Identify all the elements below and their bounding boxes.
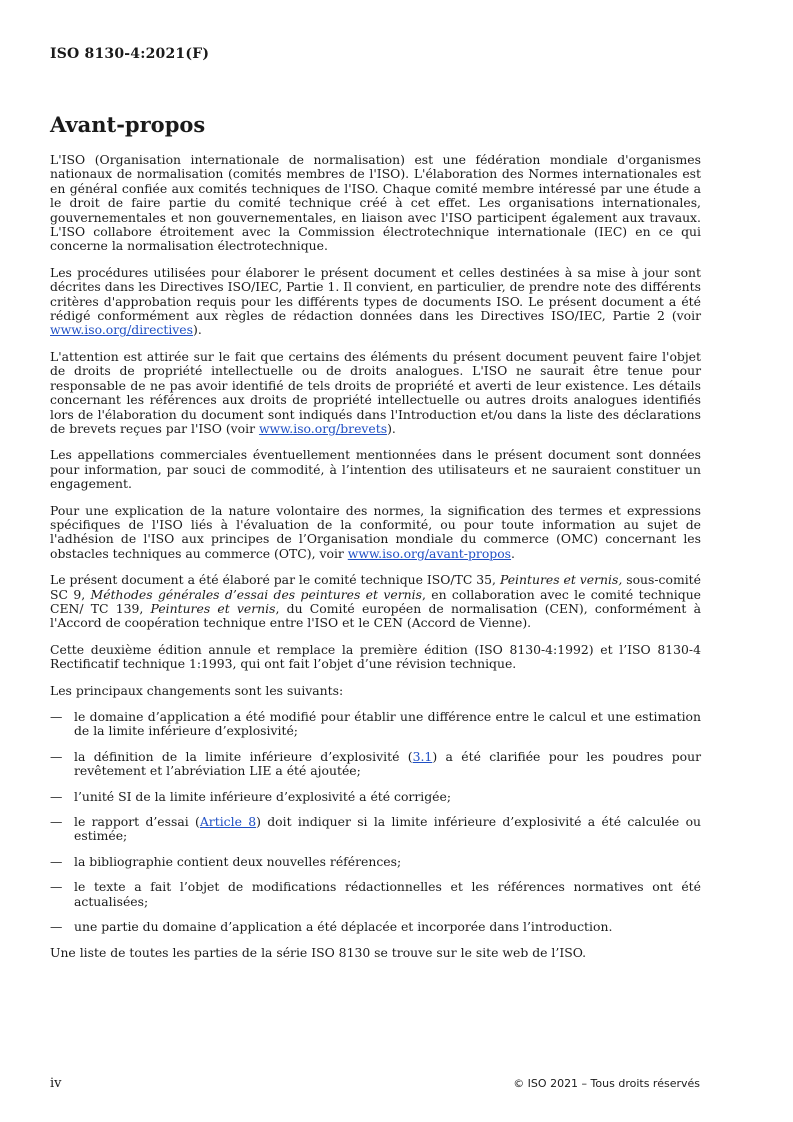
paragraph-text: L'attention est attirée sur le fait que certains des éléments du présent document peuvent faire l'objet de droits de propriété intellectuelle ou de droits analogues. L'ISO ne saurait être tenue pour responsable de ne pas avoir identifié de tels droits de propriété et averti de leur existence. Les détails concernant les références aux droits de propriété intellectuelle ou autres droits analogues identifiés lors de l'élaboration du document sont indiqués dans l'Introduction et/ou dans la liste des déclarations de brevets reçues par l'ISO (voir <box>50 348 701 436</box>
paragraph-iso-organisation: L'ISO (Organisation internationale de normalisation) est une fédération mondiale d'organismes nationaux de normalisation (comités membres de l'ISO). L'élaboration des Normes internationales est en général confiée aux comités techniques de l'ISO. Chaque comité membre intéressé par une étude a le droit de faire partie du comité technique créé à cet effet. Les organisations internationales, gouvernementales et non gouvernementales, en liaison avec l'ISO participent également aux travaux. L'ISO collabore étroitement avec la Commission électrotechnique internationale (IEC) en ce qui concerne la normalisation électrotechnique. <box>50 152 701 254</box>
paragraph-series-list: Une liste de toutes les parties de la série ISO 8130 se trouve sur le site web de l’ISO. <box>50 945 587 961</box>
paragraph-text: , du Comité européen de normalisation (CEN), conformément à l'Accord de coopération technique entre l'ISO et le CEN (Accord de Vienne). <box>50 600 701 631</box>
paragraph-changes-intro: Les principaux changements sont les suivants: <box>50 682 344 698</box>
italic-title: Peintures et vernis, <box>499 572 623 588</box>
paragraph-text: , en collaboration avec le comité technique CEN/ TC 139, <box>50 586 702 616</box>
avant-propos-link[interactable]: www.iso.org/avant-propos <box>347 545 512 561</box>
list-item-text: ) doit indiquer si la limite inférieure d’explosivité a été calculée ou estimée; <box>74 814 702 844</box>
document-body <box>50 153 701 973</box>
list-item <box>50 790 701 804</box>
dash-bullet: — <box>50 709 63 724</box>
list-item-text: le domaine d’application a été modifié pour établir une différence entre le calcul et une estimation de la limite inférieure d’explosivité; <box>74 709 701 739</box>
paragraph-text: Les procédures utilisées pour élaborer le présent document et celles destinées à sa mise à jour sont décrites dans les Directives ISO/IEC, Partie 1. Il convient, en particulier, de prendre note des différents critères d'approbation requis pour les différents types de documents ISO. Le présent document a été rédigé conformément aux règles de rédaction données dans les Directives ISO/IEC, Partie 2 (voir <box>50 264 701 324</box>
paragraph-voluntary-nature <box>50 504 701 562</box>
list-item-text: une partie du domaine d’application a été déplacée et incorporée dans l’introduction. <box>74 919 613 935</box>
paragraph-text: sous-comité SC 9, <box>50 572 701 602</box>
dash-bullet: — <box>50 919 63 935</box>
paragraph-text: ). <box>193 322 202 338</box>
paragraph-text: . <box>511 545 515 561</box>
dash-bullet: — <box>50 788 63 804</box>
paragraph-text: ). <box>387 420 396 436</box>
dash-bullet: — <box>50 879 63 895</box>
italic-title: Méthodes générales d’essai des peintures et vernis <box>90 586 422 602</box>
italic-title: Peintures et vernis <box>150 600 276 616</box>
paragraph-procedures <box>50 266 701 338</box>
list-item-text: l’unité SI de la limite inférieure d’explosivité a été corrigée; <box>74 788 452 804</box>
list-item <box>50 710 701 739</box>
paragraph-trade-names: Les appellations commerciales éventuellement mentionnées dans le présent document sont données pour information, par souci de commodité, à l’intention des utilisateurs et ne sauraient constituer un engagement. <box>50 447 701 492</box>
article-8-link[interactable]: Article 8 <box>199 814 257 830</box>
list-item-text: le texte a fait l’objet de modifications rédactionnelles et les références normatives ont été actualisées; <box>74 879 701 909</box>
paragraph-text: Pour une explication de la nature volontaire des normes, la signification des termes et expressions spécifiques de l'ISO liés à l'évaluation de la conformité, ou pour toute information au sujet de l'adhésion de l'ISO aux principes de l’Organisation mondiale du commerce (OMC) concernant les obstacles techniques au commerce (OTC), voir <box>50 502 701 561</box>
list-item <box>50 920 701 934</box>
page-title: Avant-propos <box>50 112 206 137</box>
directives-link[interactable]: www.iso.org/directives <box>50 322 193 338</box>
dash-bullet: — <box>50 853 63 869</box>
paragraph-committee <box>50 573 701 631</box>
page-number: iv <box>50 1076 62 1091</box>
copyright-notice: © ISO 2021 – Tous droits réservés <box>513 1077 700 1090</box>
clause-3-1-link[interactable]: 3.1 <box>412 748 433 764</box>
dash-bullet: — <box>50 814 63 830</box>
brevets-link[interactable]: www.iso.org/brevets <box>258 420 388 436</box>
list-item-text: la bibliographie contient deux nouvelles références; <box>74 853 402 869</box>
list-item <box>50 750 701 779</box>
list-item-text: le rapport d’essai ( <box>74 814 200 830</box>
list-item <box>50 815 701 844</box>
list-item-text: la définition de la limite inférieure d’explosivité ( <box>74 748 413 764</box>
document-header-id: ISO 8130-4:2021(F) <box>50 46 210 62</box>
paragraph-patents <box>50 350 701 436</box>
paragraph-text: Le présent document a été élaboré par le comité technique ISO/TC 35, <box>50 572 500 588</box>
list-item <box>50 855 701 869</box>
list-item <box>50 880 701 909</box>
list-item-text: ) a été clarifiée pour les poudres pour revêtement et l’abréviation LIE a été ajoutée; <box>74 748 701 779</box>
dash-bullet: — <box>50 748 63 764</box>
changes-list <box>50 710 701 934</box>
paragraph-edition: Cette deuxième édition annule et remplace la première édition (ISO 8130-4:1992) et l’ISO 8130-4 Rectificatif technique 1:1993, qui ont fait l’objet d’une révision technique. <box>50 641 701 672</box>
